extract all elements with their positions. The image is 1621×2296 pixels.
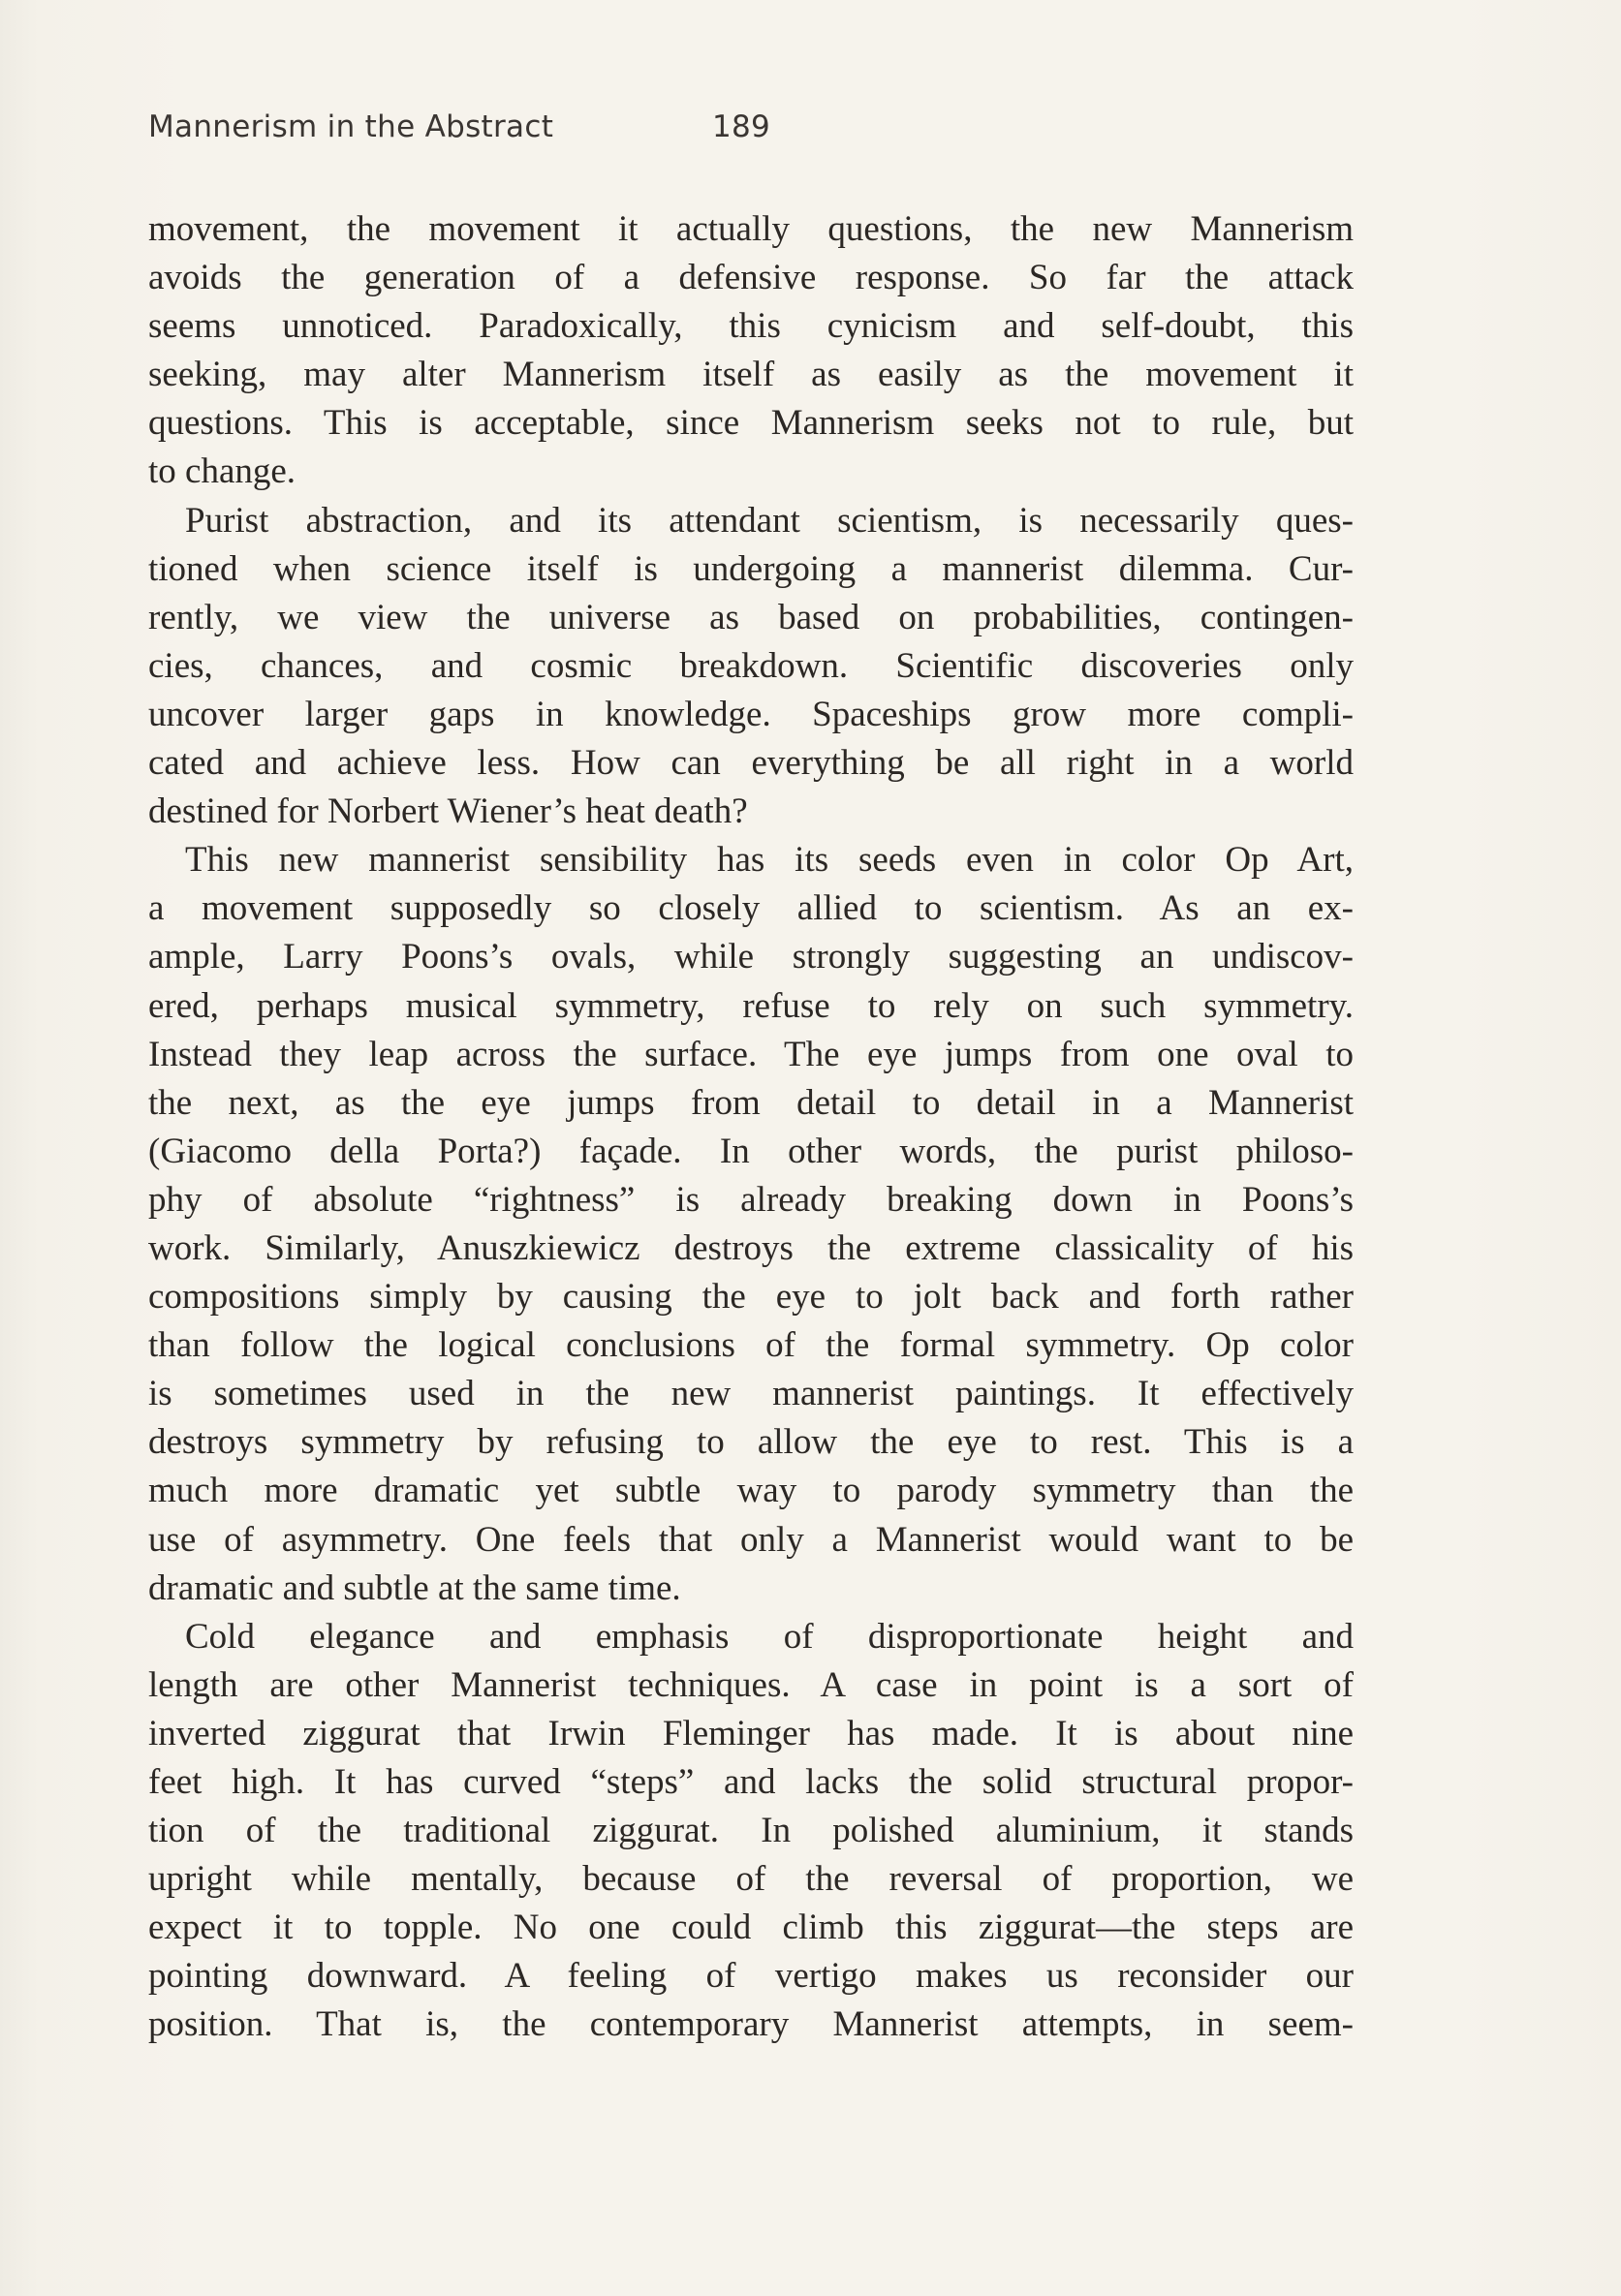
text-line: inverted ziggurat that Irwin Fleminger has made. It is about nine <box>148 1713 1354 1753</box>
text-line: is sometimes used in the new mannerist paintings. It effectively <box>148 1374 1354 1414</box>
text-line: cies, chances, and cosmic breakdown. Scientific discoveries only <box>148 645 1354 686</box>
text-line: This new mannerist sensibility has its seeds even in color Op Art, <box>185 840 1354 881</box>
text-line: Instead they leap across the surface. The eye jumps from one oval to <box>148 1034 1354 1074</box>
text-line: tioned when science itself is undergoing a mannerist dilemma. Cur- <box>148 548 1354 589</box>
text-line: a movement supposedly so closely allied to scientism. As an ex- <box>148 888 1354 929</box>
text-line: compositions simply by causing the eye to jolt back and forth rather <box>148 1277 1354 1318</box>
text-line: movement, the movement it actually questions, the new Mannerism <box>148 209 1354 249</box>
text-line: ample, Larry Poons’s ovals, while strongly suggesting an undiscov- <box>148 937 1354 977</box>
text-line: phy of absolute “rightness” is already breaking down in Poons’s <box>148 1179 1354 1220</box>
page-number: 189 <box>712 109 771 144</box>
text-line: feet high. It has curved “steps” and lacks the solid structural propor- <box>148 1762 1354 1802</box>
body-text <box>148 205 1354 2050</box>
text-line: rently, we view the universe as based on probabilities, contingen- <box>148 597 1354 637</box>
text-line: (Giacomo della Porta?) façade. In other words, the purist philoso- <box>148 1131 1354 1171</box>
text-line: seems unnoticed. Paradoxically, this cynicism and self-doubt, this <box>148 306 1354 347</box>
text-line: destined for Norbert Wiener’s heat death? <box>148 791 748 832</box>
paragraph <box>148 1613 1354 2050</box>
text-line: dramatic and subtle at the same time. <box>148 1567 681 1608</box>
text-line: pointing downward. A feeling of vertigo makes us reconsider our <box>148 1956 1354 1997</box>
text-line: Cold elegance and emphasis of disproportionate height and <box>185 1616 1354 1657</box>
text-line: the next, as the eye jumps from detail to detail in a Mannerist <box>148 1082 1354 1123</box>
text-line: destroys symmetry by refusing to allow the eye to rest. This is a <box>148 1422 1354 1463</box>
running-head <box>148 109 788 152</box>
text-line: ered, perhaps musical symmetry, refuse to rely on such symmetry. <box>148 985 1354 1026</box>
text-line: upright while mentally, because of the reversal of proportion, we <box>148 1859 1354 1900</box>
running-head-title: Mannerism in the Abstract <box>148 109 554 144</box>
paragraph <box>148 836 1354 1613</box>
text-line: much more dramatic yet subtle way to parody symmetry than the <box>148 1471 1354 1511</box>
text-line: to change. <box>148 451 296 492</box>
text-line: cated and achieve less. How can everything be all right in a world <box>148 743 1354 784</box>
text-line: than follow the logical conclusions of the formal symmetry. Op color <box>148 1325 1354 1366</box>
text-line: questions. This is acceptable, since Mannerism seeks not to rule, but <box>148 403 1354 444</box>
text-line: Purist abstraction, and its attendant scientism, is necessarily ques- <box>185 500 1354 541</box>
text-line: expect it to topple. No one could climb this ziggurat—the steps are <box>148 1908 1354 1948</box>
text-line: position. That is, the contemporary Mannerist attempts, in seem- <box>148 2004 1354 2045</box>
text-line: tion of the traditional ziggurat. In polished aluminium, it stands <box>148 1811 1354 1851</box>
text-line: work. Similarly, Anuszkiewicz destroys the extreme classicality of his <box>148 1227 1354 1268</box>
text-line: length are other Mannerist techniques. A case in point is a sort of <box>148 1664 1354 1705</box>
text-line: uncover larger gaps in knowledge. Spaceships grow more compli- <box>148 694 1354 734</box>
paragraph <box>148 205 1354 497</box>
text-line: seeking, may alter Mannerism itself as easily as the movement it <box>148 355 1354 395</box>
text-line: avoids the generation of a defensive response. So far the attack <box>148 258 1354 298</box>
paragraph <box>148 497 1354 837</box>
text-line: use of asymmetry. One feels that only a Mannerist would want to be <box>148 1519 1354 1560</box>
